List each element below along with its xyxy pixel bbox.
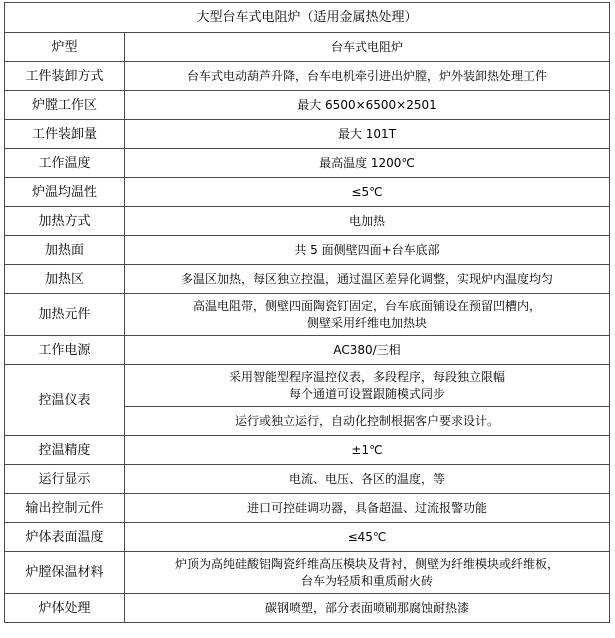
row-label: 炉温均温性 bbox=[5, 178, 125, 207]
table-title-row bbox=[5, 3, 610, 33]
table-row bbox=[5, 336, 610, 365]
table-row bbox=[5, 465, 610, 494]
row-value: AC380/三相 bbox=[125, 336, 610, 365]
row-value-line: 高温电阻带，侧壁四面陶瓷钉固定，台车底面铺设在预留凹槽内， bbox=[193, 298, 542, 313]
row-value: ±1℃ bbox=[125, 436, 610, 465]
row-label: 加热区 bbox=[5, 265, 125, 294]
table-row bbox=[5, 178, 610, 207]
table-row bbox=[5, 207, 610, 236]
row-label: 工件装卸量 bbox=[5, 120, 125, 149]
row-value-line: 台车为轻质和重质耐火砖 bbox=[301, 573, 434, 588]
row-label: 工件装卸方式 bbox=[5, 62, 125, 91]
row-value-line: 炉顶为高纯硅酸铝陶瓷纤维高压模块及背衬，侧壁为纤维模块或纤维板， bbox=[175, 556, 560, 571]
row-value bbox=[125, 365, 610, 407]
table-title: 大型台车式电阻炉（适用金属热处理） bbox=[5, 3, 610, 33]
row-value: 电加热 bbox=[125, 207, 610, 236]
row-value: 碳钢喷塑，部分表面喷刷那腐蚀耐热漆 bbox=[125, 594, 610, 623]
spec-table bbox=[4, 2, 610, 623]
row-label: 炉体处理 bbox=[5, 594, 125, 623]
row-label: 炉型 bbox=[5, 33, 125, 62]
row-value bbox=[125, 294, 610, 336]
row-label: 炉膛工作区 bbox=[5, 91, 125, 120]
table-row bbox=[5, 552, 610, 594]
table-row bbox=[5, 236, 610, 265]
row-value: 电流、电压、各区的温度，等 bbox=[125, 465, 610, 494]
row-label: 加热方式 bbox=[5, 207, 125, 236]
table-row bbox=[5, 365, 610, 407]
table-row bbox=[5, 33, 610, 62]
row-value: 台车式电动葫芦升降，台车电机牵引进出炉膛，炉外装卸热处理工件 bbox=[125, 62, 610, 91]
table-row bbox=[5, 294, 610, 336]
row-value: 最高温度 1200℃ bbox=[125, 149, 610, 178]
row-label: 炉体表面温度 bbox=[5, 523, 125, 552]
row-value-line: 采用智能型程序温控仪表，多段程序，每段独立限幅 bbox=[229, 369, 506, 384]
row-label: 加热元件 bbox=[5, 294, 125, 336]
table-row bbox=[5, 91, 610, 120]
row-label: 工作温度 bbox=[5, 149, 125, 178]
table-row bbox=[5, 494, 610, 523]
row-value: ≤45℃ bbox=[125, 523, 610, 552]
table-row bbox=[5, 120, 610, 149]
row-label: 加热面 bbox=[5, 236, 125, 265]
table-row bbox=[5, 265, 610, 294]
row-label: 工作电源 bbox=[5, 336, 125, 365]
row-value: 共 5 面侧壁四面+台车底部 bbox=[125, 236, 610, 265]
row-value-line: 侧壁采用纤维电加热块 bbox=[307, 315, 428, 330]
row-value bbox=[125, 552, 610, 594]
row-label: 控温仪表 bbox=[5, 365, 125, 436]
table-row bbox=[5, 149, 610, 178]
row-value: 进口可控硅调功器，具备超温、过流报警功能 bbox=[125, 494, 610, 523]
row-label: 控温精度 bbox=[5, 436, 125, 465]
row-value: 运行或独立运行，自动化控制根据客户要求设计。 bbox=[125, 407, 610, 436]
row-label: 运行显示 bbox=[5, 465, 125, 494]
row-value: 最大 101T bbox=[125, 120, 610, 149]
table-row bbox=[5, 436, 610, 465]
row-value: 最大 6500×6500×2501 bbox=[125, 91, 610, 120]
row-value: 多温区加热，每区独立控温，通过温区差异化调整，实现炉内温度均匀 bbox=[125, 265, 610, 294]
table-row bbox=[5, 594, 610, 623]
row-label: 输出控制元件 bbox=[5, 494, 125, 523]
table-row bbox=[5, 523, 610, 552]
row-value-line: 每个通道可设置跟随模式同步 bbox=[289, 386, 446, 401]
table-row bbox=[5, 62, 610, 91]
row-value: ≤5℃ bbox=[125, 178, 610, 207]
row-value: 台车式电阻炉 bbox=[125, 33, 610, 62]
row-label: 炉膛保温材料 bbox=[5, 552, 125, 594]
